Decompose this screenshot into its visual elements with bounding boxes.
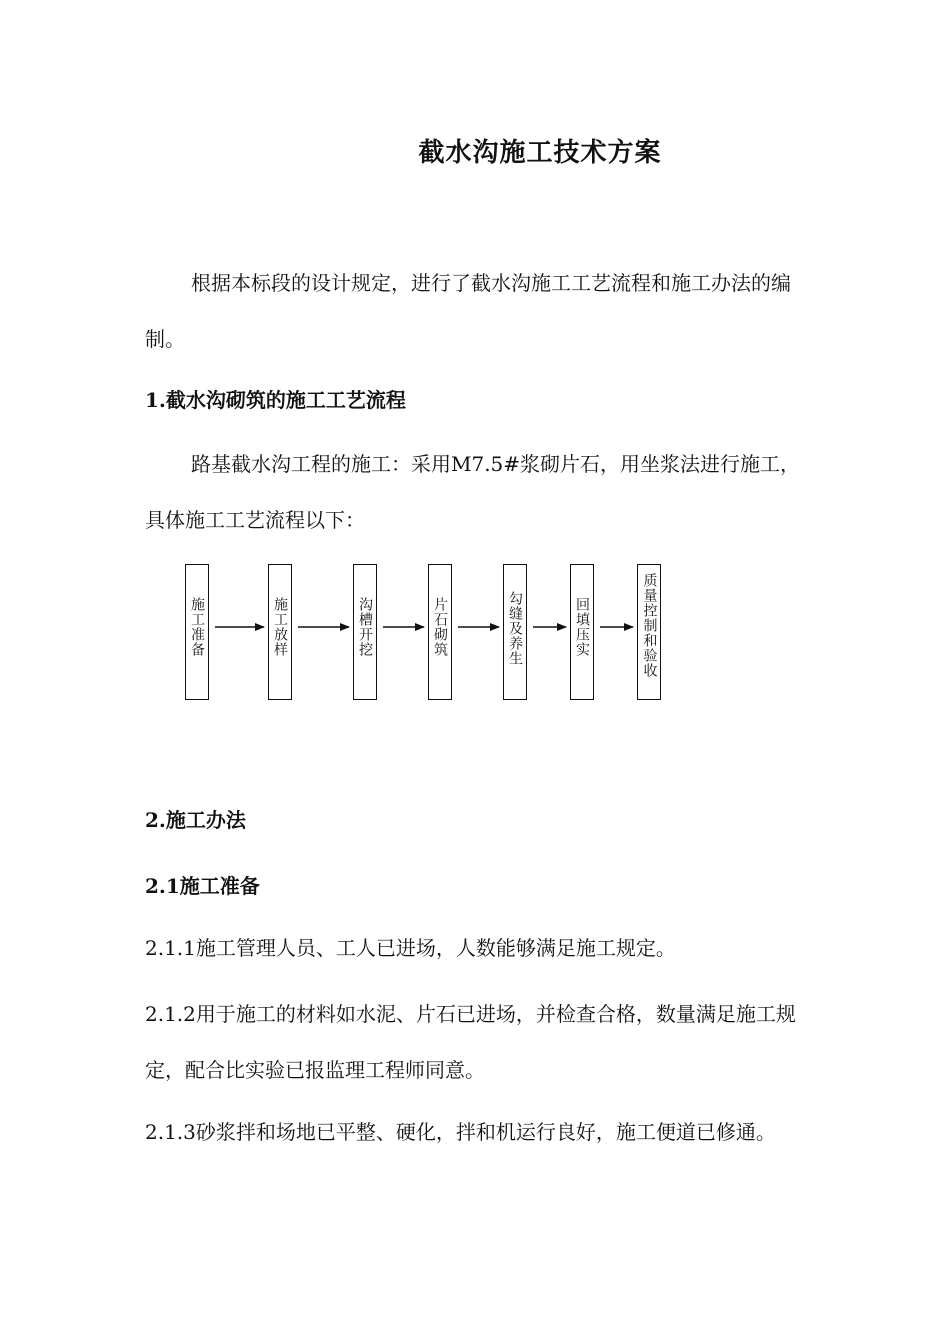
section-2-1-heading: 2.1施工准备 (145, 874, 260, 898)
flow-step-label: 质量控制和验收 (641, 573, 658, 678)
section-1-heading: 1.截水沟砌筑的施工工艺流程 (145, 388, 406, 412)
flow-step (185, 564, 209, 700)
flow-step (503, 564, 527, 700)
intro-paragraph: 根据本标段的设计规定，进行了截水沟施工工艺流程和施工办法的编制。 (145, 271, 791, 351)
flow-step (570, 564, 594, 700)
list-item: 2.1.2用于施工的材料如水泥、片石已进场，并检查合格，数量满足施工规定，配合比实验已报监理工程师同意。 (145, 1002, 796, 1082)
flow-step (353, 564, 377, 700)
flow-step (637, 564, 661, 700)
flow-step (268, 564, 292, 700)
section-2-heading: 2.施工办法 (145, 808, 246, 832)
flow-step-label: 勾缝及养生 (507, 591, 523, 666)
list-item: 2.1.1施工管理人员、工人已进场，人数能够满足施工规定。 (145, 936, 676, 960)
list-item: 2.1.3砂浆拌和场地已平整、硬化，拌和机运行良好，施工便道已修通。 (145, 1120, 776, 1144)
flow-step (428, 564, 452, 700)
flow-step-label: 片石砌筑 (432, 597, 448, 657)
flow-step-label: 施工放样 (272, 597, 288, 657)
section-1-paragraph: 路基截水沟工程的施工：采用M7.5#浆砌片石，用坐浆法进行施工，具体施工工艺流程以下： (145, 452, 801, 532)
flow-step-label: 沟槽开挖 (357, 597, 373, 657)
flow-step-label: 施工准备 (189, 597, 205, 657)
document-title: 截水沟施工技术方案 (418, 138, 662, 168)
flow-step-label: 回填压实 (574, 597, 590, 657)
